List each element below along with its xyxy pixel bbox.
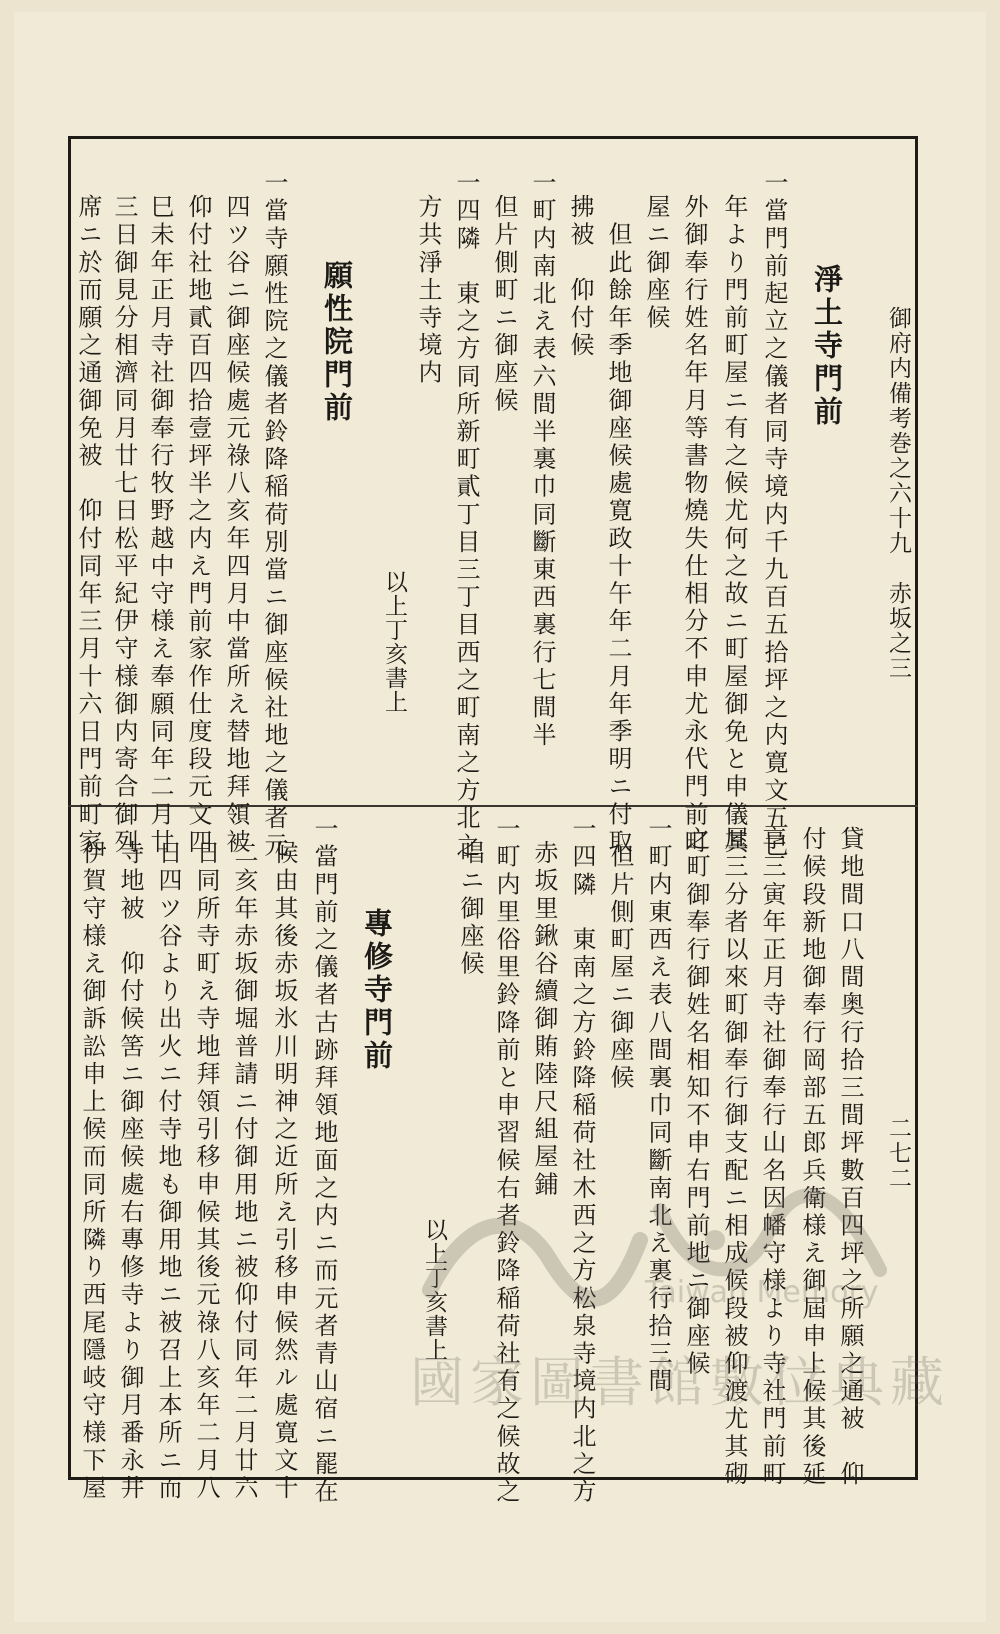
section-heading-jodoji: 淨土寺門前 — [810, 264, 844, 429]
text-column: 四ツ谷ニ御座候處元祿八亥年四月中當所え替地拜領被 — [222, 194, 250, 857]
text-column: 屋ニ御座候 — [642, 194, 670, 332]
text-column: 一當門前之儀者古跡拜領地面之内ニ而元者青山宿ニ罷在 — [310, 816, 338, 1506]
signature-line: 以上丁亥書上 — [381, 570, 407, 714]
watermark-english: Taiwan Memory — [645, 1275, 879, 1310]
section-heading-ganshoin: 願性院門前 — [320, 260, 354, 425]
text-column: 拂被 仰付候 — [566, 194, 594, 360]
watermark-chinese: 國家圖書館數位典藏 — [410, 1351, 950, 1414]
text-column: 日同所寺町え寺地拜領引移申候其後元祿八亥年二月八 — [192, 840, 220, 1503]
text-column: 一當寺願性院之儀者鈴降稲荷別當ニ御座候社地之儀者元 — [260, 170, 288, 860]
text-column: 屋三分者以來町御奉行御支配ニ相成候段被仰渡尤其砌 — [720, 826, 748, 1489]
watermark — [410, 1170, 950, 1470]
text-column: 日四ツ谷より出火ニ付寺地も御用地ニ被召上本所ニ而 — [154, 840, 182, 1503]
text-column: 候由其後赤坂氷川明神之近所え引移申候然ル處寛文十 — [270, 840, 298, 1503]
text-column: 一四隣 東之方同所新町貳丁目三丁目西之町南之方北之 — [452, 170, 480, 860]
text-column: 唱ニ御座候 — [456, 840, 484, 978]
text-column: 伊賀守様え御訴訟申上候而同所隣り西尾隱岐守様下屋 — [78, 840, 106, 1503]
text-column: 但此餘年季地御座候處寛政十午年二月年季明ニ付取 — [604, 194, 632, 857]
text-column: 但片側町屋ニ御座候 — [606, 816, 634, 1092]
text-column: 赤坂里鍬谷續御賄陸尺組屋鋪 — [530, 840, 558, 1199]
page-number: 二七二 — [885, 1116, 911, 1191]
text-column: 三日御見分相濟同月廿七日松平紀伊守様御内寄合御列 — [110, 194, 138, 857]
text-column: 付候段新地御奉行岡部五郎兵衛様え御屆申上候其後延 — [798, 826, 826, 1489]
text-column: 之町御奉行御姓名相知不申右門前地ニ御座候 — [682, 826, 710, 1378]
text-column: 一町内東西え表八間裏巾同斷南北え裏行拾三間 — [644, 816, 672, 1396]
text-column: 仰付社地貳百四拾壹坪半之内え門前家作仕度段元文四 — [184, 194, 212, 857]
text-column: 一四隣 東南之方鈴降稲荷社木西之方松泉寺境内北之方 — [568, 816, 596, 1506]
text-column: 外御奉行姓名年月等書物燒失仕相分不申尤永代門前町 — [680, 194, 708, 857]
section-heading-senjuji: 專修寺門前 — [360, 908, 394, 1073]
text-column: 年より門前町屋ニ有之候尤何之故ニ町屋御免と申儀其 — [720, 194, 748, 857]
signature-line: 以上丁亥書上 — [421, 1218, 447, 1362]
text-column: 巳未年正月寺社御奉行牧野越中守様え奉願同年二月廿 — [146, 194, 174, 857]
text-column: 但片側町ニ御座候 — [490, 194, 518, 415]
text-column: 一町内里俗里鈴降前と申習候右者鈴降稲荷社有之候故之 — [492, 816, 520, 1506]
running-header: 御府内備考巻之六十九 赤坂之三 — [885, 306, 911, 681]
text-column: 方共淨土寺境内 — [414, 194, 442, 388]
text-column: 席ニ於而願之通御免被 仰付同年三月十六日門前町家 — [74, 194, 102, 857]
text-column: 貸地間口八間奥行拾三間坪數百四坪之所願之通被 仰 — [836, 826, 864, 1489]
text-column: 享三寅年正月寺社御奉行山名因幡守様より寺社門前町 — [758, 826, 786, 1489]
text-column: 一町内南北え表六間半裏巾同斷東西裏行七間半 — [528, 170, 556, 750]
text-column: 一當門前起立之儀者同寺境内千九百五拾坪之内寛文五巳 — [760, 170, 788, 860]
watermark-calligraphy-icon — [410, 1170, 910, 1340]
text-column: 寺地被 仰付候筈ニ御座候處右專修寺より御月番永井 — [116, 840, 144, 1503]
text-column: 二亥年赤坂御堀普請ニ付御用地ニ被仰付同年二月廿六 — [230, 840, 258, 1503]
